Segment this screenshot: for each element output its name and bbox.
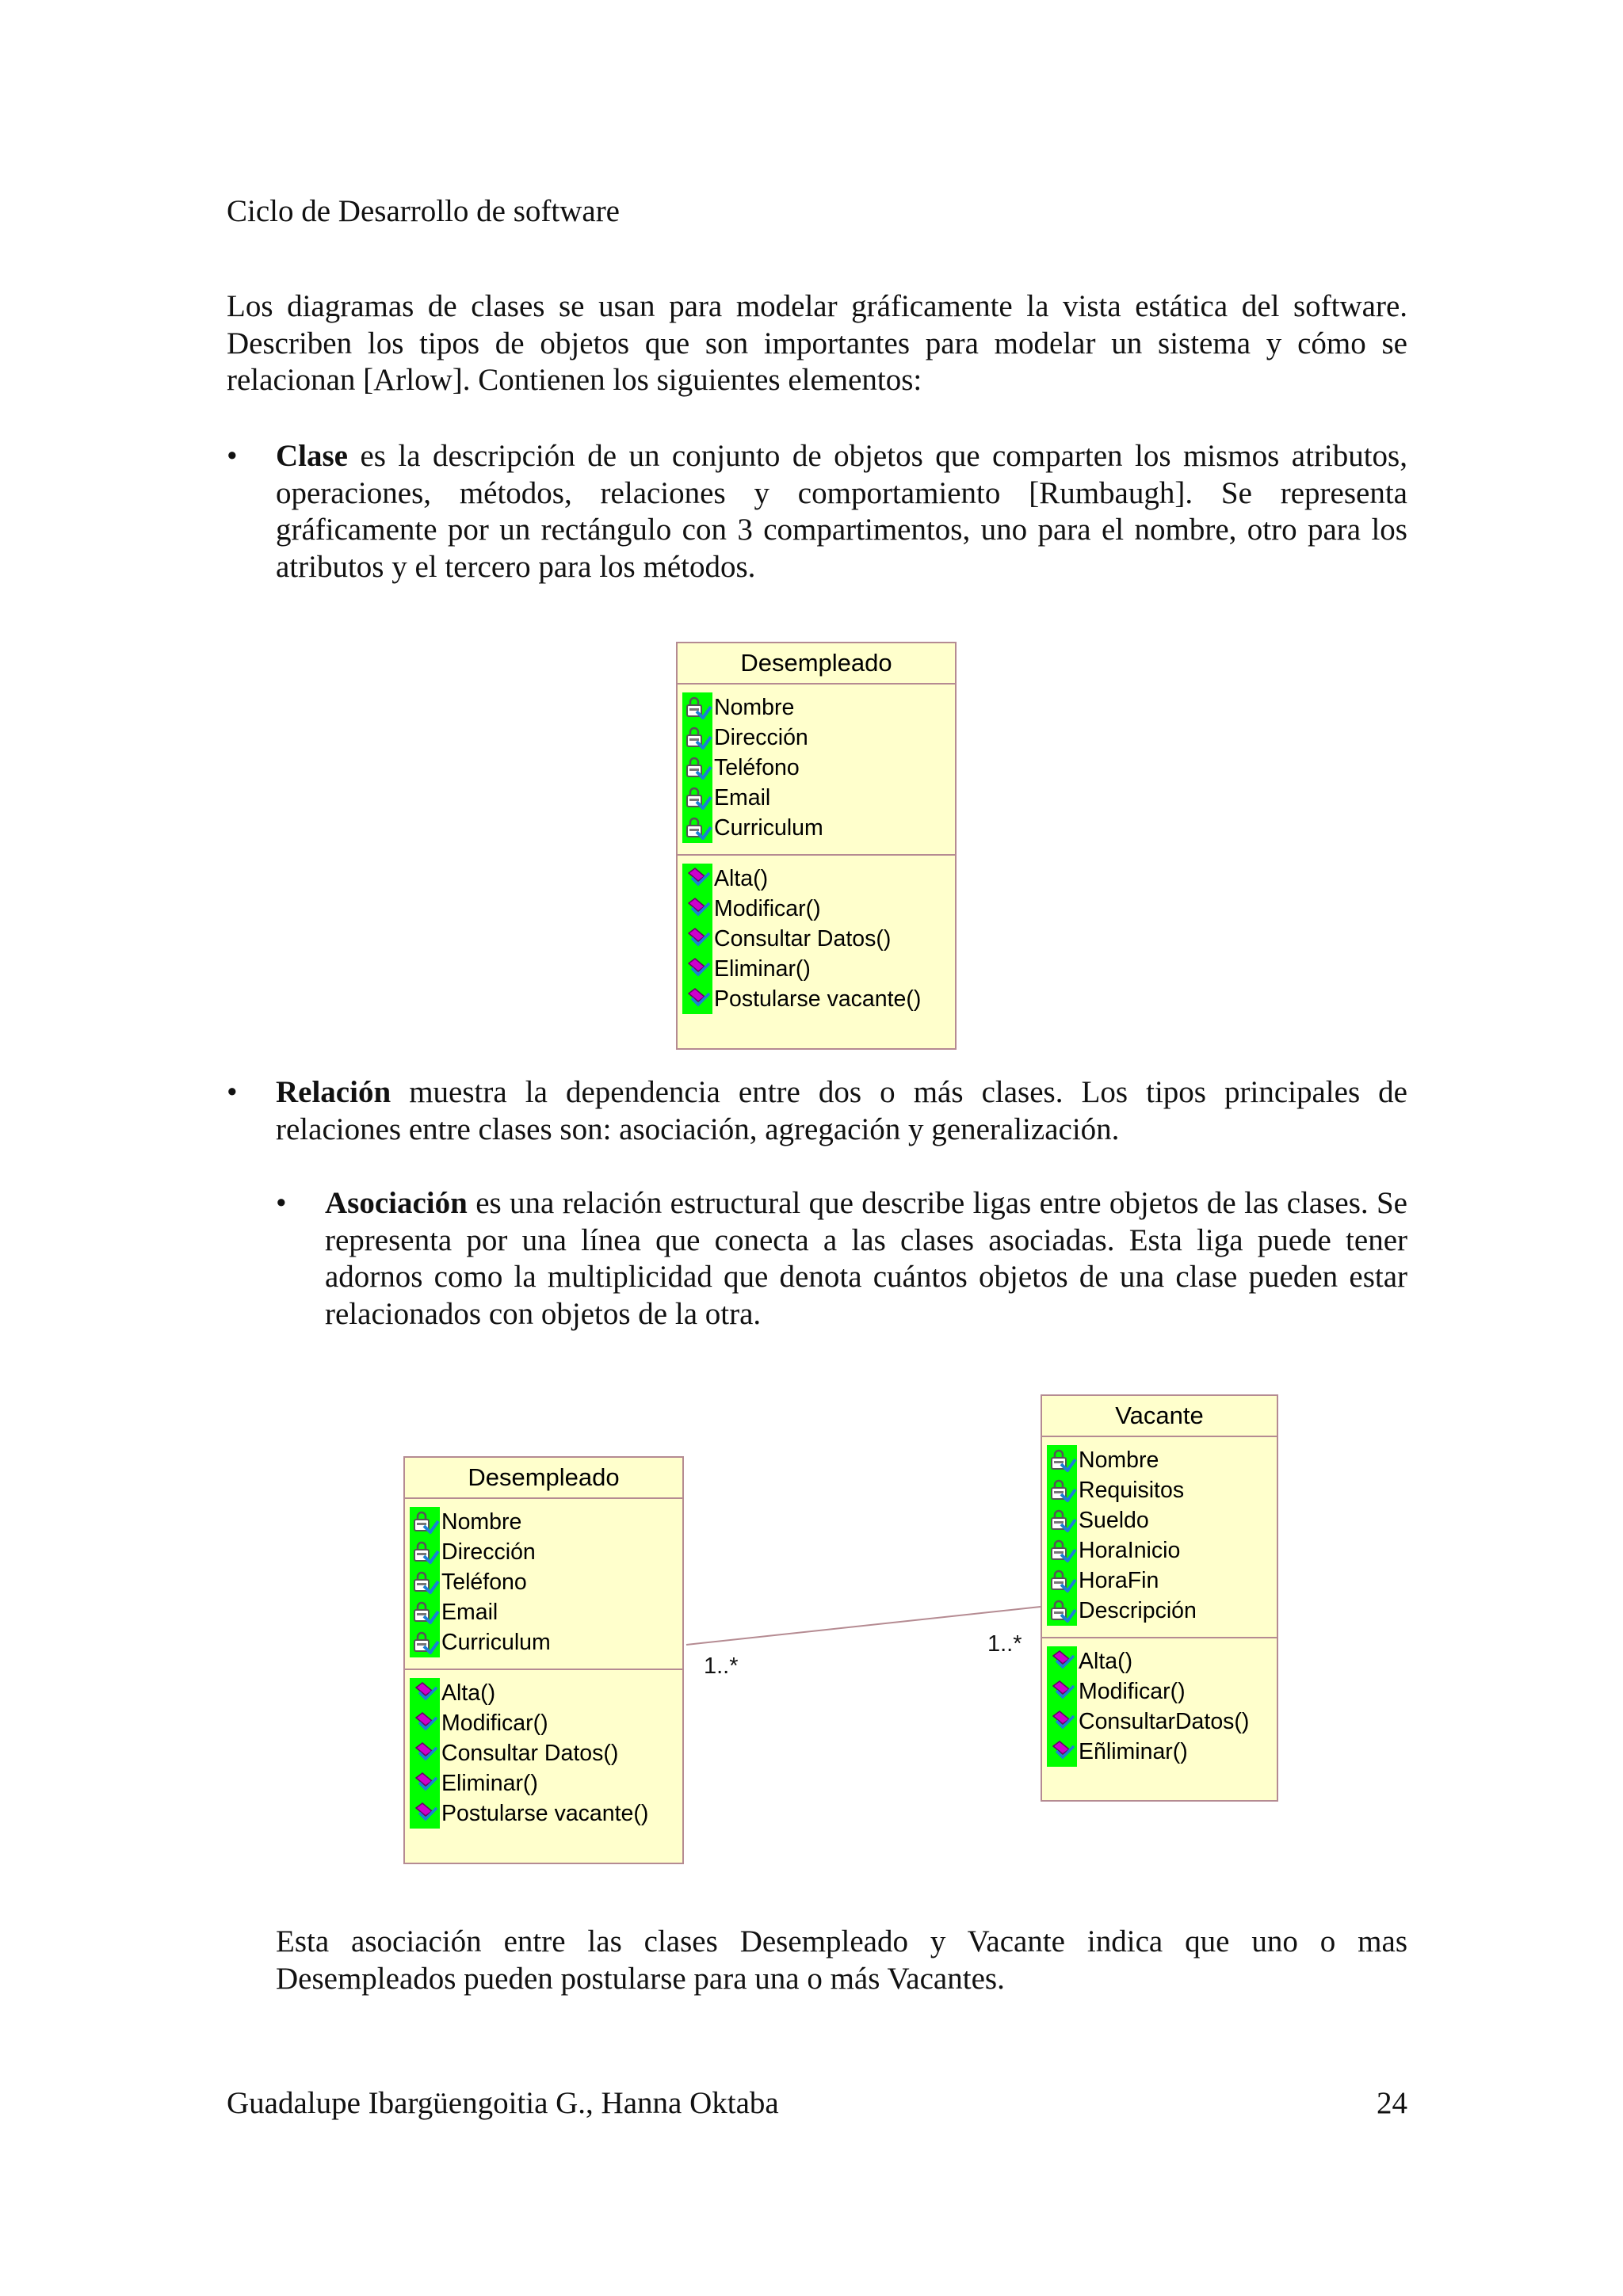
lock-attribute-icon xyxy=(1047,1569,1077,1592)
conclusion-paragraph: Esta asociación entre las clases Desempleado y Vacante indica que uno o mas Desempleados pueden postularse para una o más Vacantes. xyxy=(276,1924,1407,1996)
operation-label: Postularse vacante() xyxy=(441,1801,649,1826)
operation-label: ConsultarDatos() xyxy=(1079,1709,1250,1734)
running-header: Ciclo de Desarrollo de software xyxy=(227,194,620,228)
attribute-row xyxy=(1042,1445,1277,1475)
intro-paragraph: Los diagramas de clases se usan para modelar gráficamente la vista estática del software. Describen los tipos de objetos que son importantes para modelar un sistema y cómo se relacionan [Arlow]. Contienen los siguientes elementos: xyxy=(227,289,1407,397)
attribute-label: Curriculum xyxy=(441,1630,551,1655)
operation-row xyxy=(405,1798,682,1829)
operation-row xyxy=(1042,1646,1277,1676)
attribute-label: Requisitos xyxy=(1079,1478,1185,1503)
attribute-row xyxy=(405,1597,682,1627)
operation-label: Postularse vacante() xyxy=(714,986,922,1012)
operation-label: Alta() xyxy=(441,1680,496,1706)
operation-diamond-icon xyxy=(1047,1680,1077,1703)
attribute-label: Nombre xyxy=(1079,1447,1159,1473)
operation-row xyxy=(405,1738,682,1768)
footer-authors: Guadalupe Ibargüengoitia G., Hanna Oktaba xyxy=(227,2086,779,2120)
class-name: Desempleado xyxy=(678,643,955,685)
operation-row xyxy=(1042,1707,1277,1737)
operation-label: Eliminar() xyxy=(441,1771,538,1796)
attributes-compartment xyxy=(405,1499,682,1670)
attribute-label: Teléfono xyxy=(714,755,800,780)
lock-attribute-icon xyxy=(1047,1508,1077,1532)
attribute-row xyxy=(405,1537,682,1567)
lock-attribute-icon xyxy=(1047,1478,1077,1502)
bullet-marker: • xyxy=(227,439,238,473)
attribute-label: Dirección xyxy=(714,725,808,750)
operation-row xyxy=(1042,1737,1277,1767)
bullet-marker: • xyxy=(276,1186,287,1220)
class-name: Vacante xyxy=(1042,1396,1277,1437)
operation-label: Eñliminar() xyxy=(1079,1739,1188,1764)
operation-diamond-icon xyxy=(410,1681,440,1705)
operation-diamond-icon xyxy=(410,1802,440,1825)
lock-attribute-icon xyxy=(1047,1599,1077,1623)
operation-row xyxy=(1042,1676,1277,1707)
lock-attribute-icon xyxy=(1047,1448,1077,1472)
multiplicity-right: 1..* xyxy=(987,1631,1022,1657)
multiplicity-left: 1..* xyxy=(704,1653,739,1679)
class-box-desempleado xyxy=(403,1456,684,1864)
operation-row xyxy=(405,1768,682,1798)
lock-attribute-icon xyxy=(410,1510,440,1534)
attribute-row xyxy=(1042,1475,1277,1505)
asociacion-text: es una relación estructural que describe ligas entre objetos de las clases. Se representa por una línea que conecta a las clases asociadas. Esta liga puede tener adornos como la multiplicidad que denota cuántos objetos de una clase pueden estar relacionados con objetos de la otra. xyxy=(325,1186,1407,1331)
lock-attribute-icon xyxy=(410,1540,440,1564)
operation-label: Consultar Datos() xyxy=(714,926,892,952)
page-number: 24 xyxy=(1377,2086,1407,2120)
class-box-vacante xyxy=(1041,1394,1278,1802)
operation-label: Alta() xyxy=(1079,1649,1133,1674)
attribute-row xyxy=(405,1507,682,1537)
relacion-term: Relación xyxy=(276,1075,391,1109)
attribute-label: Teléfono xyxy=(441,1569,527,1595)
operation-diamond-icon xyxy=(1047,1650,1077,1673)
operation-label: Alta() xyxy=(714,866,769,891)
operation-diamond-icon xyxy=(410,1741,440,1765)
attribute-row xyxy=(1042,1535,1277,1566)
operation-diamond-icon xyxy=(1047,1710,1077,1733)
operation-label: Consultar Datos() xyxy=(441,1741,619,1766)
attribute-label: HoraFin xyxy=(1079,1568,1159,1593)
attribute-label: Dirección xyxy=(441,1539,536,1565)
attribute-row xyxy=(405,1567,682,1597)
attribute-row xyxy=(1042,1596,1277,1626)
attribute-label: Nombre xyxy=(714,695,795,720)
attribute-label: Sueldo xyxy=(1079,1508,1149,1533)
operation-label: Modificar() xyxy=(441,1711,548,1736)
clase-text: es la descripción de un conjunto de objetos que comparten los mismos atributos, operaciones, métodos, relaciones y comportamiento [Rumbaugh]. Se representa gráficamente por un rectángulo con 3 compartimentos, uno para el nombre, otro para los atributos y el tercero para los métodos. xyxy=(276,439,1407,584)
attribute-row xyxy=(1042,1566,1277,1596)
attribute-row xyxy=(405,1627,682,1657)
attribute-label: Email xyxy=(714,785,771,810)
lock-attribute-icon xyxy=(410,1570,440,1594)
asociacion-term: Asociación xyxy=(325,1186,468,1220)
operations-compartment xyxy=(405,1670,682,1836)
attribute-label: Nombre xyxy=(441,1509,522,1535)
lock-attribute-icon xyxy=(410,1630,440,1654)
attribute-row xyxy=(1042,1505,1277,1535)
lock-attribute-icon xyxy=(1047,1539,1077,1562)
attribute-label: HoraInicio xyxy=(1079,1538,1181,1563)
attributes-compartment xyxy=(1042,1437,1277,1638)
operation-diamond-icon xyxy=(410,1772,440,1795)
operation-label: Modificar() xyxy=(1079,1679,1186,1704)
relacion-text: muestra la dependencia entre dos o más clases. Los tipos principales de relaciones entre clases son: asociación, agregación y generalización. xyxy=(276,1075,1407,1146)
operation-diamond-icon xyxy=(410,1711,440,1735)
clase-term: Clase xyxy=(276,439,348,473)
operation-label: Eliminar() xyxy=(714,956,811,982)
bullet-marker: • xyxy=(227,1075,238,1109)
attribute-label: Descripción xyxy=(1079,1598,1197,1623)
class-name: Desempleado xyxy=(405,1458,682,1499)
lock-attribute-icon xyxy=(410,1600,440,1624)
operation-label: Modificar() xyxy=(714,896,821,921)
attribute-label: Curriculum xyxy=(714,815,823,841)
operation-row xyxy=(405,1708,682,1738)
attribute-label: Email xyxy=(441,1600,498,1625)
operation-row xyxy=(405,1678,682,1708)
operation-diamond-icon xyxy=(1047,1740,1077,1764)
operations-compartment xyxy=(1042,1638,1277,1775)
